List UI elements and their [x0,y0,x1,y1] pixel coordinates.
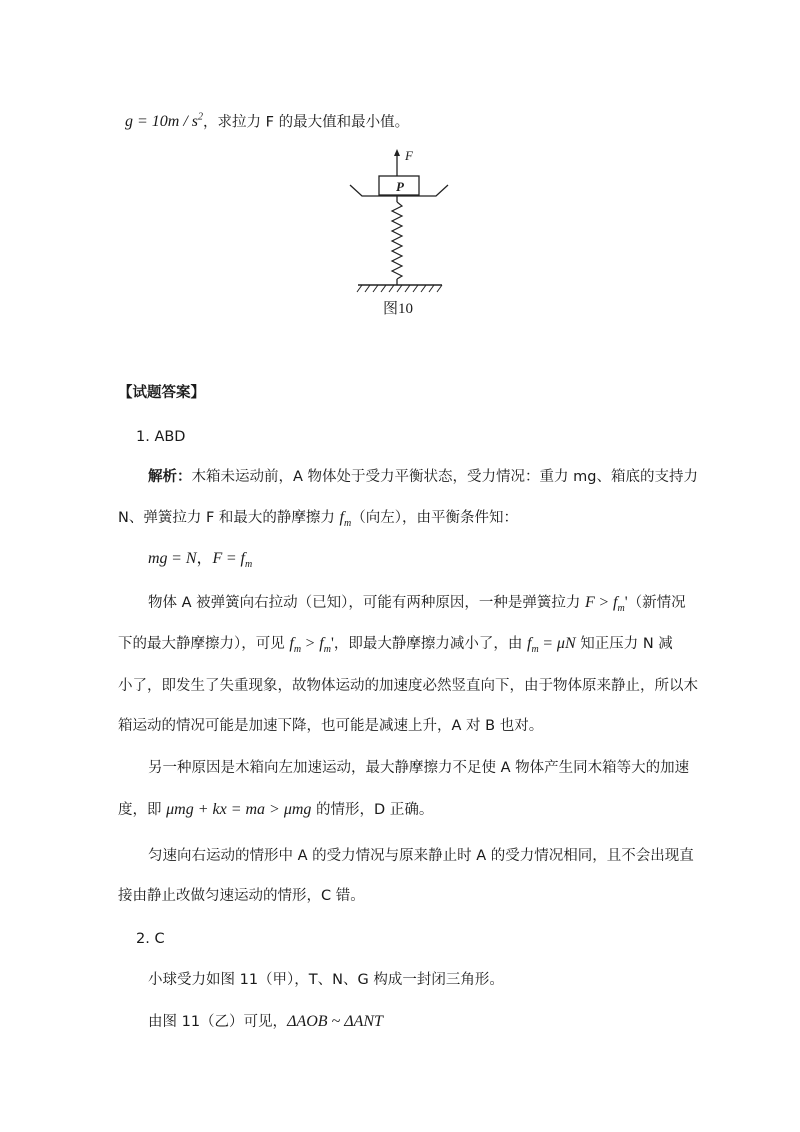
ground-hatch [357,285,442,292]
q1-p2-line3: 小了，即发生了失重现象，故物体运动的加速度必然竖直向下，由于物体原来静止，所以木 [118,678,698,694]
q1-p2-line2: 下的最大静摩擦力），可见 $f_m > f_m'$，即最大静摩擦力减小了，由 $f_m = \mu N$ 知正压力 N 减 [118,635,673,656]
q1-p1-line1: 解析：木箱未运动前，A 物体处于受力平衡状态，受力情况：重力 mg、箱底的支持力 [148,469,698,485]
box-label: P [396,179,404,194]
gravity-formula: $g = 10m / s^2$ [125,112,204,131]
answers-heading: 【试题答案】 [118,385,205,401]
q2-p1: 小球受力如图 11（甲），T、N、G 构成一封闭三角形。 [148,972,504,988]
q1-p2-line4: 箱运动的情况可能是加速下降，也可能是减速上升，A 对 B 也对。 [118,718,544,734]
q1-eq1: mg = N，$F = f_m$ [148,550,253,571]
force-arrowhead [394,149,400,156]
analysis-label: 解析： [148,469,192,485]
intro-text: ，求拉力 F 的最大值和最小值。 [203,114,410,131]
q1-p4-line1: 匀速向右运动的情形中 A 的受力情况与原来静止时 A 的受力情况相同，且不会出现直 [148,848,694,864]
q1-p4-line2: 接由静止改做匀速运动的情形，C 错。 [118,888,365,904]
spring [392,202,402,279]
force-label: F [405,148,413,163]
q1-p1-line2: N、弹簧拉力 F 和最大的静摩擦力 $f_m$（向左），由平衡条件知： [118,509,518,530]
intro-line [125,108,409,132]
q1-p3-line2: 度，即 μmg + kx = ma > μmg 的情形，D 正确。 [118,801,434,818]
figure-10 [340,140,470,320]
q1-p3-line1: 另一种原因是木箱向左加速运动，最大静摩擦力不足使 A 物体产生同木箱等大的加速 [148,760,690,776]
q2-p2: 由图 11（乙）可见，ΔAOB ~ ΔANT [148,1013,383,1030]
figure-caption: 图10 [383,301,414,317]
q1-number: 1. ABD [136,429,186,445]
q2-number: 2. C [136,931,165,947]
q1-p2-line1: 物体 A 被弹簧向右拉动（已知），可能有两种原因，一种是弹簧拉力 $F > f_m'$（新情况 [148,594,686,615]
